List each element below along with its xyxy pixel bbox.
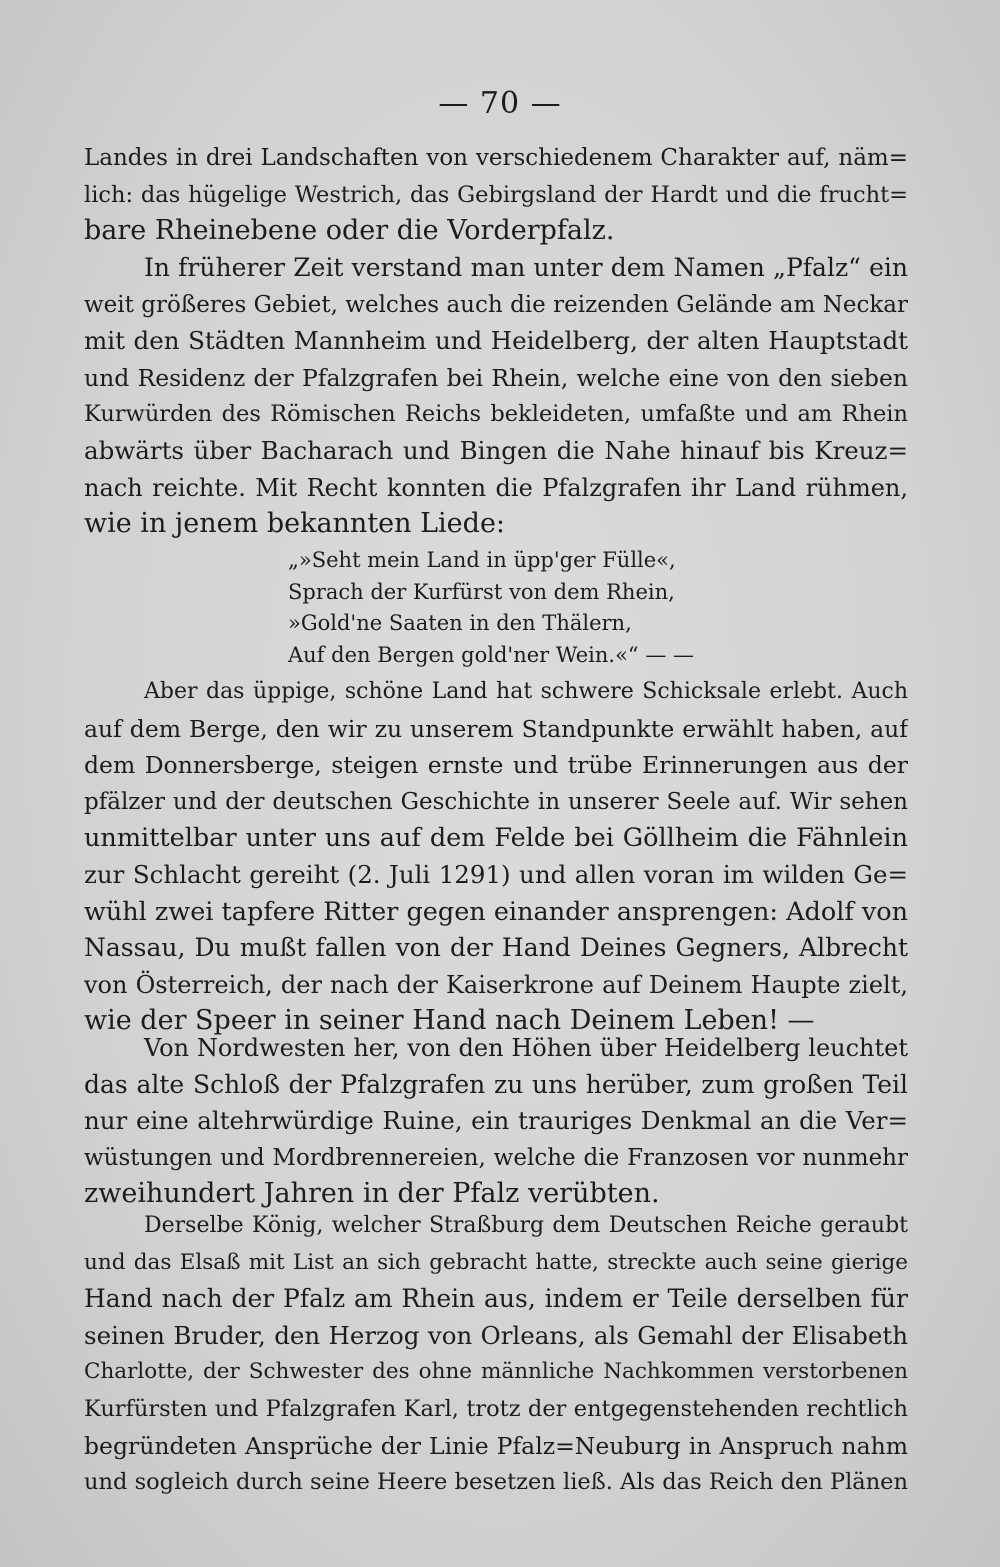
text-line: zur Schlacht gereiht (2. Juli 1291) und allen voran im wilden Ge= (84, 859, 908, 889)
paragraph-3 (84, 674, 908, 1040)
text-line: weit größeres Gebiet, welches auch die reizenden Gelände am Neckar (84, 291, 908, 318)
paragraph-1 (84, 140, 908, 250)
text-line: Charlotte, der Schwester des ohne männliche Nachkommen verstorbenen (84, 1359, 908, 1385)
text-line: pfälzer und der deutschen Geschichte in unserer Seele auf. Wir sehen (84, 788, 908, 815)
paragraph-2 (84, 250, 908, 543)
text-line: seinen Bruder, den Herzog von Orleans, als Gemahl der Elisabeth (84, 1320, 908, 1350)
text-line: auf dem Berge, den wir zu unserem Standpunkte erwählt haben, auf (84, 714, 908, 743)
text-line: Hand nach der Pfalz am Rhein aus, indem er Teile derselben für (84, 1284, 908, 1314)
text-line: Nassau, Du mußt fallen von der Hand Deines Gegners, Albrecht (84, 933, 908, 963)
text-line: Landes in drei Landschaften von verschiedenem Charakter auf, näm= (84, 145, 908, 171)
text-line: wie in jenem bekannten Liede: (84, 508, 506, 540)
text-line: begründeten Ansprüche der Linie Pfalz=Neuburg in Anspruch nahm (84, 1431, 908, 1460)
text-line: abwärts über Bacharach und Bingen die Nahe hinauf bis Kreuz= (84, 435, 908, 465)
text-line: Aber das üppige, schöne Land hat schwere Schicksale erlebt. Auch (144, 679, 908, 704)
verse-line: „»Seht mein Land in üpp'ger Fülle«, (288, 548, 676, 572)
text-line: wie der Speer in seiner Hand nach Deinem Leben! — (84, 1005, 815, 1037)
verse-line: Auf den Bergen gold'ner Wein.«“ — — (288, 642, 695, 667)
text-line: von Österreich, der nach der Kaiserkrone auf Deinem Haupte zielt, (84, 970, 908, 999)
text-line: Von Nordwesten her, von den Höhen über Heidelberg leuchtet (144, 1034, 908, 1062)
text-line: das alte Schloß der Pfalzgrafen zu uns herüber, zum großen Teil (84, 1069, 908, 1099)
text-line: nur eine altehrwürdige Ruine, ein trauriges Denkmal an die Ver= (84, 1106, 908, 1136)
text-line: wüstungen und Mordbrennereien, welche die Franzosen vor nunmehr (84, 1144, 908, 1171)
verse-quotation (288, 545, 788, 671)
page-number: — 70 — (438, 86, 562, 121)
text-line: dem Donnersberge, steigen ernste und trübe Erinnerungen aus der (84, 751, 908, 780)
text-line: lich: das hügelige Westrich, das Gebirgsland der Hardt und die frucht= (84, 181, 908, 208)
text-line: zweihundert Jahren in der Pfalz verübten. (84, 1178, 660, 1210)
text-line: Kurfürsten und Pfalzgrafen Karl, trotz der entgegenstehenden rechtlich (84, 1395, 908, 1422)
text-line: Kurwürden des Römischen Reichs bekleideten, umfaßte und am Rhein (84, 401, 908, 428)
text-line: bare Rheinebene oder die Vorderpfalz. (84, 215, 615, 247)
text-line: nach reichte. Mit Recht konnten die Pfalzgrafen ihr Land rühmen, (84, 473, 908, 502)
text-line: und Residenz der Pfalzgrafen bei Rhein, welche eine von den sieben (84, 363, 908, 392)
text-line: unmittelbar unter uns auf dem Felde bei Göllheim die Fähnlein (84, 823, 908, 854)
paragraph-5 (84, 1208, 908, 1501)
text-line: Derselbe König, welcher Straßburg dem Deutschen Reiche geraubt (144, 1213, 908, 1238)
text-line: wühl zwei tapfere Ritter gegen einander ansprengen: Adolf von (84, 896, 908, 927)
text-line: und das Elsaß mit List an sich gebracht hatte, streckte auch seine gierige (84, 1249, 908, 1275)
verse-line: »Gold'ne Saaten in den Thälern, (288, 611, 632, 635)
text-line: mit den Städten Mannheim und Heidelberg, der alten Hauptstadt (84, 326, 908, 356)
verse-line: Sprach der Kurfürst von dem Rhein, (288, 579, 675, 604)
text-line: und sogleich durch seine Heere besetzen ließ. Als das Reich den Plänen (84, 1469, 908, 1496)
text-line: In früherer Zeit verstand man unter dem Namen „Pfalz“ ein (144, 253, 908, 282)
paragraph-4 (84, 1030, 908, 1213)
